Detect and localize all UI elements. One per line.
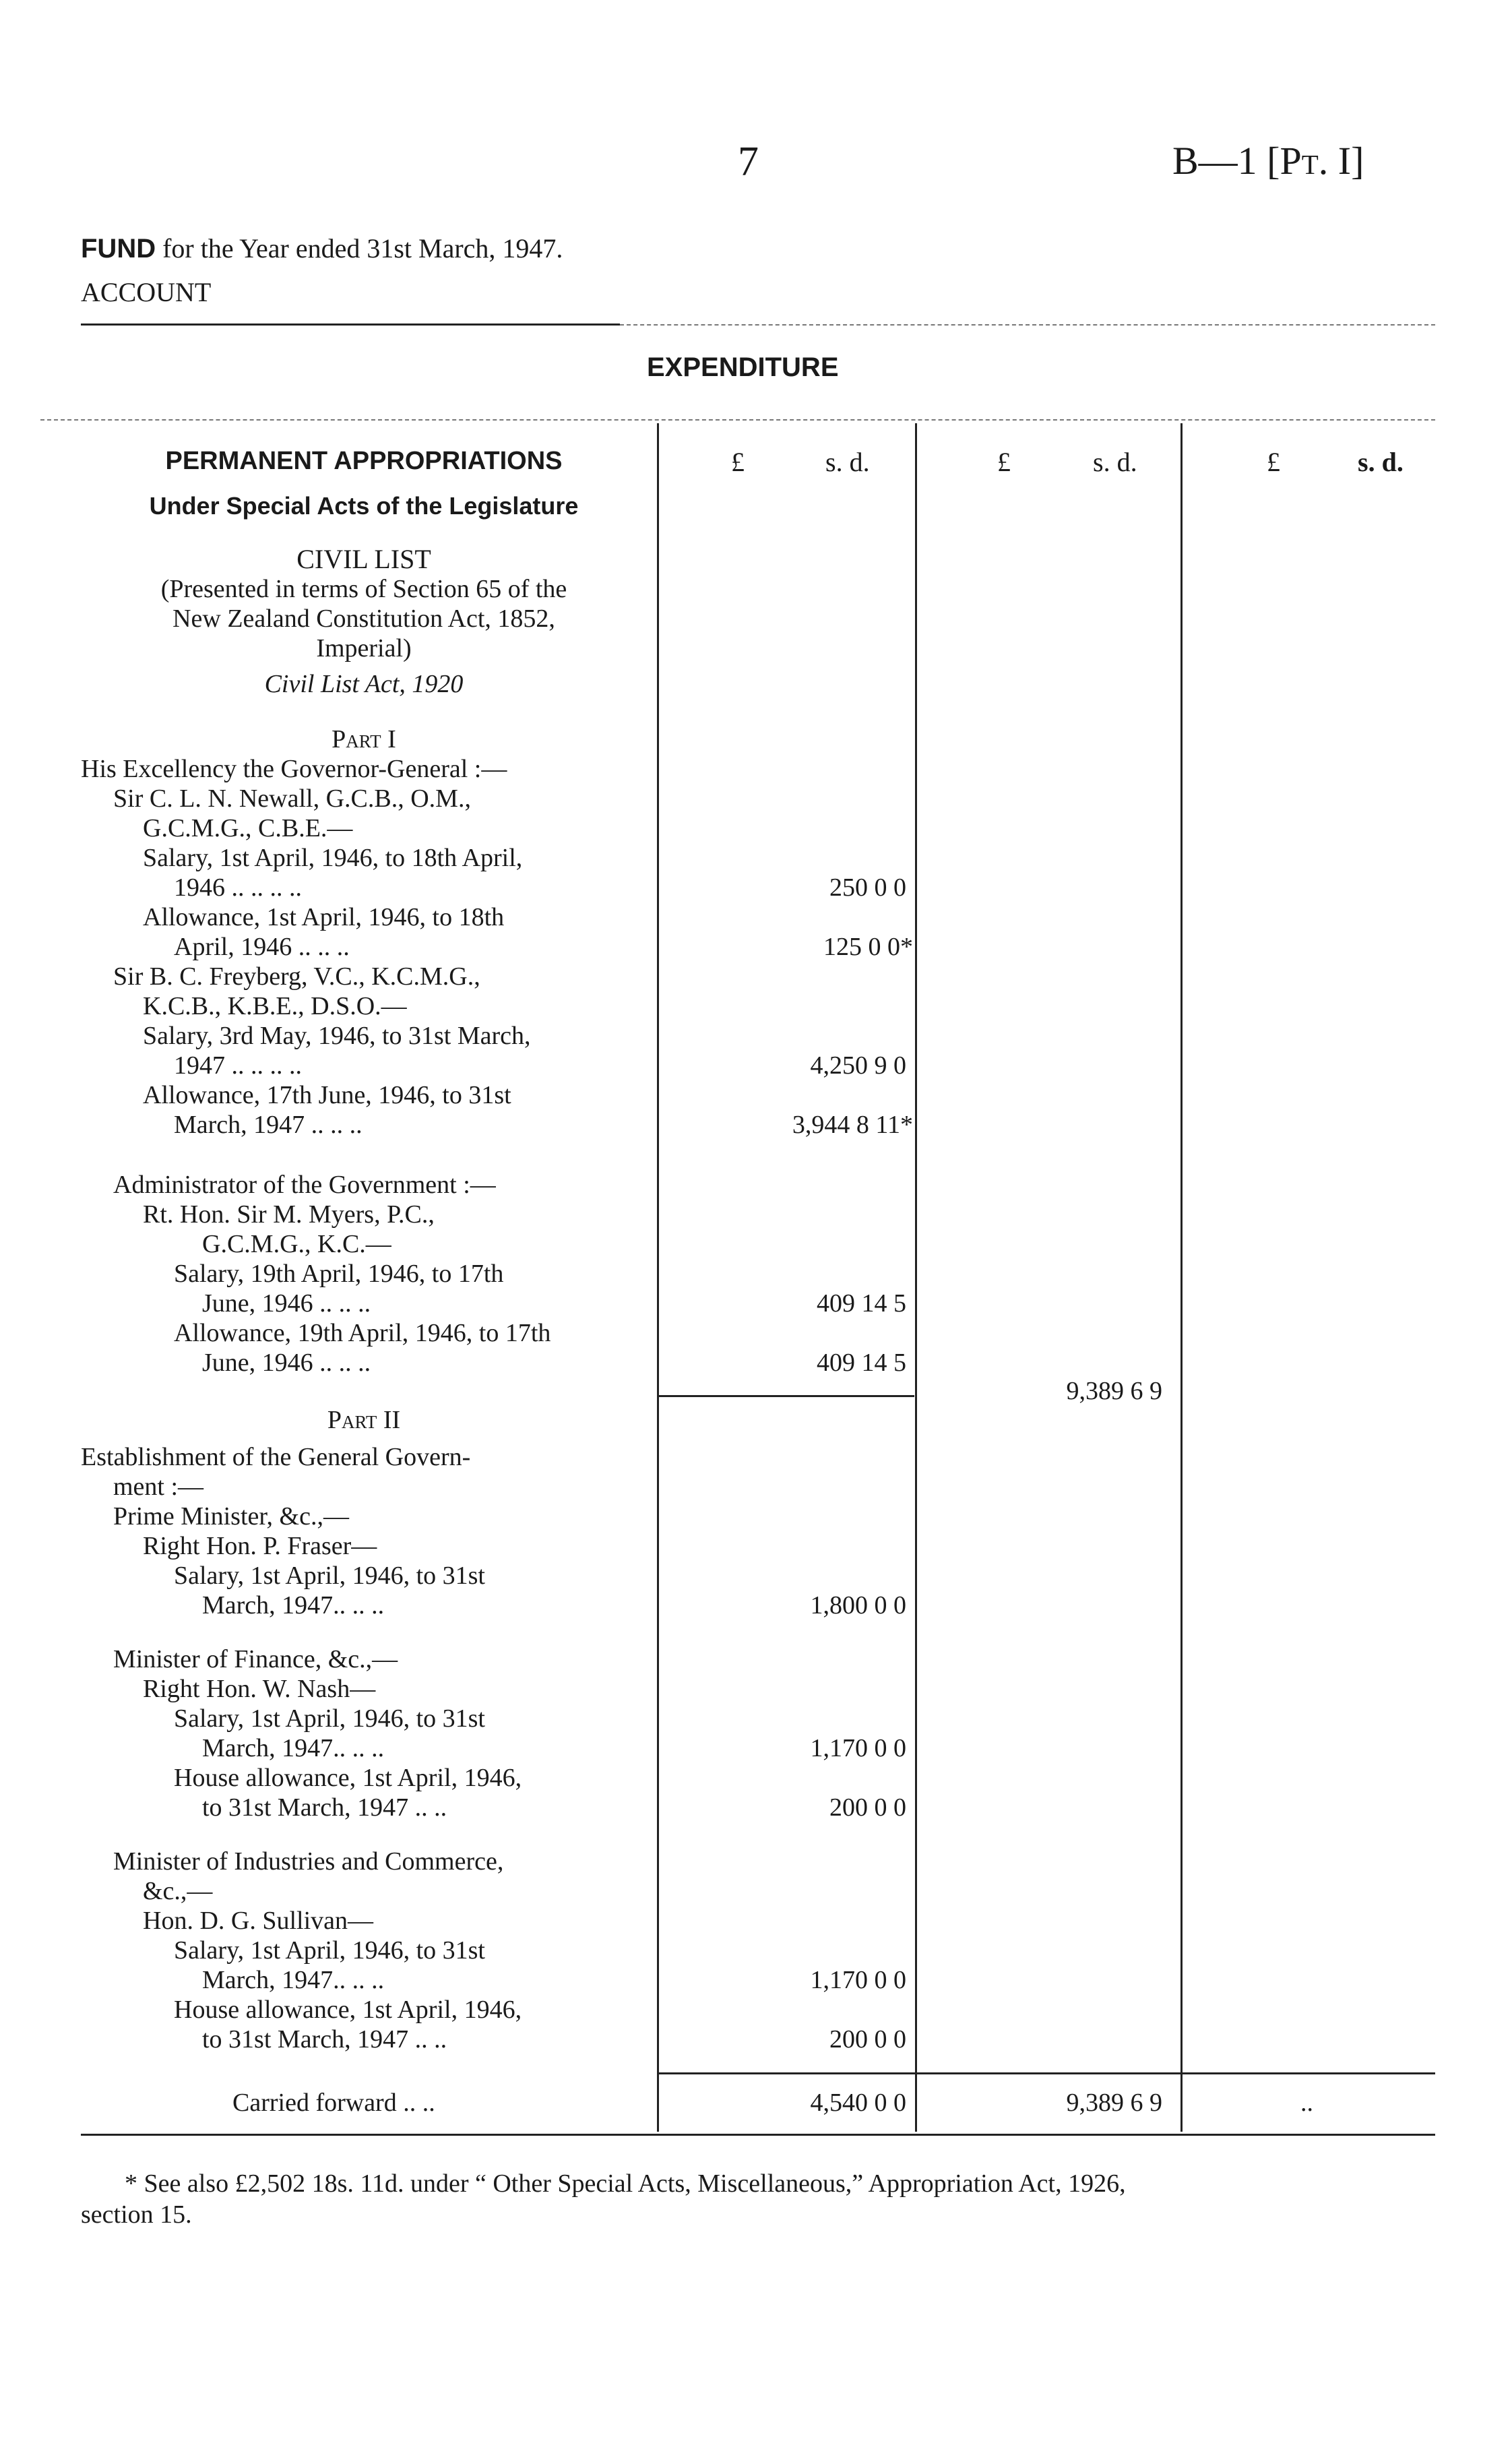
nash-house-amount: 200 0 0 xyxy=(829,1793,906,1822)
table-bottom-rule xyxy=(81,2134,1435,2136)
freyberg-allowance-desc: Allowance, 17th June, 1946, to 31st xyxy=(143,1081,511,1109)
freyberg-honours: K.C.B., K.B.E., D.S.O.— xyxy=(143,992,407,1020)
header-rule-faint xyxy=(620,324,1435,326)
sullivan-name: Hon. D. G. Sullivan— xyxy=(143,1907,373,1935)
col3-sd: s. d. xyxy=(1358,447,1404,477)
col2-pound: £ xyxy=(997,447,1011,477)
establishment-heading: Establishment of the General Govern- xyxy=(81,1443,471,1471)
civil-desc-line3: Imperial) xyxy=(316,634,412,662)
col-rule-3 xyxy=(1180,423,1183,2132)
civil-desc-line1: (Presented in terms of Section 65 of the xyxy=(160,575,567,603)
nash-salary-amount: 1,170 0 0 xyxy=(810,1734,906,1762)
sullivan-house-amount: 200 0 0 xyxy=(829,2025,906,2054)
myers-name: Rt. Hon. Sir M. Myers, P.C., xyxy=(143,1200,435,1229)
industries-minister-heading: Minister of Industries and Commerce, xyxy=(113,1847,504,1876)
sullivan-house-desc: House allowance, 1st April, 1946, xyxy=(174,1996,522,2024)
carried-forward-col2: 9,389 6 9 xyxy=(1066,2089,1162,2117)
newall-allowance-desc: Allowance, 1st April, 1946, to 18th xyxy=(143,903,505,931)
col-rule-2 xyxy=(915,423,917,2132)
carried-forward-col1: 4,540 0 0 xyxy=(810,2089,906,2117)
part-1-subtotal-rule xyxy=(658,1395,914,1397)
administrator-heading: Administrator of the Government :— xyxy=(113,1171,496,1199)
carried-forward-label: Carried forward .. .. xyxy=(232,2089,435,2117)
col1-pound: £ xyxy=(731,447,745,477)
establishment-heading-2: ment :— xyxy=(113,1473,204,1501)
newall-allowance-amount: 125 0 0* xyxy=(823,933,913,961)
freyberg-allowance-amount: 3,944 8 11* xyxy=(792,1111,913,1139)
col3-pound: £ xyxy=(1267,447,1280,477)
carried-forward-col3: .. xyxy=(1300,2089,1313,2117)
nash-house-desc-2: to 31st March, 1947 .. .. xyxy=(202,1793,447,1822)
sullivan-salary-desc-2: March, 1947.. .. .. xyxy=(202,1966,385,1994)
sullivan-house-desc-2: to 31st March, 1947 .. .. xyxy=(202,2025,447,2054)
section-title: PERMANENT APPROPRIATIONS xyxy=(165,447,563,475)
col1-sd: s. d. xyxy=(825,447,870,477)
myers-allowance-amount: 409 14 5 xyxy=(817,1349,906,1377)
newall-salary-amount: 250 0 0 xyxy=(829,873,906,902)
nash-salary-desc: Salary, 1st April, 1946, to 31st xyxy=(174,1704,485,1733)
freyberg-name: Sir B. C. Freyberg, V.C., K.C.M.G., xyxy=(113,962,480,991)
col2-sd: s. d. xyxy=(1093,447,1137,477)
civil-list-heading: CIVIL LIST xyxy=(296,544,431,574)
section-subtitle: Under Special Acts of the Legislature xyxy=(149,492,579,520)
sullivan-salary-amount: 1,170 0 0 xyxy=(810,1966,906,1994)
fund-title-bold: FUND xyxy=(81,234,156,264)
part-1-heading: Part I xyxy=(332,725,396,753)
newall-salary-desc: Salary, 1st April, 1946, to 18th April, xyxy=(143,844,523,872)
myers-honours: G.C.M.G., K.C.— xyxy=(202,1230,391,1258)
footnote-line-1: * See also £2,502 18s. 11d. under “ Other Special Acts, Miscellaneous,” Appropriation Act, 1926, xyxy=(125,2169,1126,2198)
part-2-heading: Part II xyxy=(327,1406,401,1434)
newall-name: Sir C. L. N. Newall, G.C.B., O.M., xyxy=(113,784,471,813)
myers-salary-amount: 409 14 5 xyxy=(817,1289,906,1318)
myers-salary-desc-2: June, 1946 .. .. .. xyxy=(202,1289,371,1318)
page-number: 7 xyxy=(738,139,759,185)
document-reference: B—1 [Pt. I] xyxy=(1172,139,1364,183)
myers-allowance-desc: Allowance, 19th April, 1946, to 17th xyxy=(174,1319,551,1347)
governor-general: His Excellency the Governor-General :— xyxy=(81,755,507,783)
freyberg-allowance-desc-2: March, 1947 .. .. .. xyxy=(174,1111,363,1139)
industries-minister-heading-2: &c.,— xyxy=(143,1877,213,1905)
expenditure-heading: EXPENDITURE xyxy=(647,352,839,382)
nash-house-desc: House allowance, 1st April, 1946, xyxy=(174,1764,522,1792)
myers-allowance-desc-2: June, 1946 .. .. .. xyxy=(202,1349,371,1377)
part-1-total: 9,389 6 9 xyxy=(1066,1377,1162,1405)
freyberg-salary-amount: 4,250 9 0 xyxy=(810,1051,906,1080)
fraser-salary-desc-2: March, 1947.. .. .. xyxy=(202,1591,385,1619)
civil-desc-line2: New Zealand Constitution Act, 1852, xyxy=(172,605,555,633)
fund-title xyxy=(81,234,563,264)
fund-title-rest: for the Year ended 31st March, 1947. xyxy=(162,233,563,264)
prime-minister-heading: Prime Minister, &c.,— xyxy=(113,1502,349,1531)
header-rule xyxy=(81,323,620,326)
carried-forward-top-rule xyxy=(658,2072,1435,2074)
freyberg-salary-desc: Salary, 3rd May, 1946, to 31st March, xyxy=(143,1022,531,1050)
account-label: ACCOUNT xyxy=(81,277,212,307)
freyberg-salary-desc-2: 1947 .. .. .. .. xyxy=(174,1051,302,1080)
nash-name: Right Hon. W. Nash— xyxy=(143,1675,376,1703)
civil-list-act: Civil List Act, 1920 xyxy=(264,670,464,698)
nash-salary-desc-2: March, 1947.. .. .. xyxy=(202,1734,385,1762)
table-top-rule xyxy=(40,419,1435,421)
newall-honours: G.C.M.G., C.B.E.— xyxy=(143,814,353,842)
newall-allowance-desc-2: April, 1946 .. .. .. xyxy=(174,933,350,961)
sullivan-salary-desc: Salary, 1st April, 1946, to 31st xyxy=(174,1936,485,1965)
fraser-salary-desc: Salary, 1st April, 1946, to 31st xyxy=(174,1562,485,1590)
myers-salary-desc: Salary, 19th April, 1946, to 17th xyxy=(174,1260,504,1288)
fraser-name: Right Hon. P. Fraser— xyxy=(143,1532,377,1560)
footnote-line-2: section 15. xyxy=(81,2200,192,2229)
finance-minister-heading: Minister of Finance, &c.,— xyxy=(113,1645,398,1673)
fraser-salary-amount: 1,800 0 0 xyxy=(810,1591,906,1619)
newall-salary-desc-2: 1946 .. .. .. .. xyxy=(174,873,302,902)
